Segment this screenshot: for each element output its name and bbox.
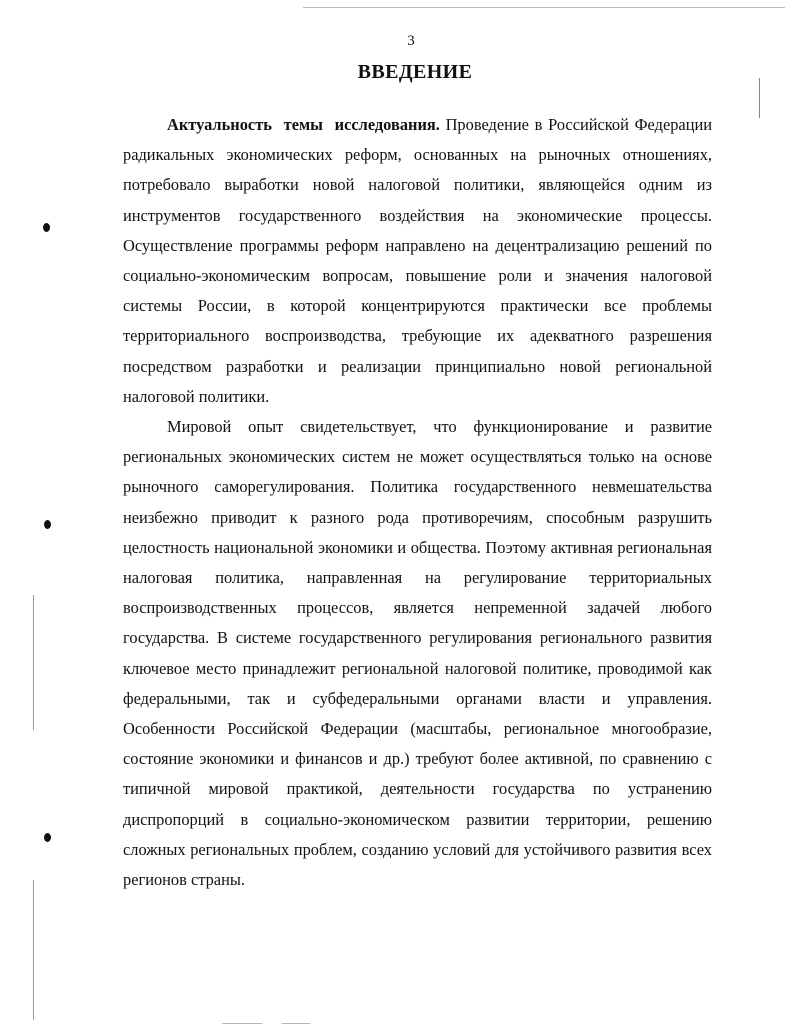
scan-right-mark xyxy=(759,78,760,118)
page-title: ВВЕДЕНИЕ xyxy=(357,61,473,83)
paragraph-lead: Актуальность темы исследования. xyxy=(167,115,440,134)
paragraph xyxy=(123,412,712,895)
binding-hole-mark xyxy=(44,833,51,842)
scan-top-edge xyxy=(303,7,785,8)
scan-bottom-mark xyxy=(282,1023,310,1024)
scan-bottom-mark xyxy=(222,1023,262,1024)
scan-left-edge-line xyxy=(33,880,34,1020)
body-text xyxy=(123,110,712,895)
paragraph xyxy=(123,110,712,412)
binding-hole-mark xyxy=(44,520,51,529)
binding-hole-mark xyxy=(43,223,50,232)
paragraph-text: Мировой опыт свидетельствует, что функционирование и развитие региональных экономических систем не может осуществляться только на основе рыночного саморегулирования. Политика государственного невмешательства неизбежно приводит к разного рода противоречиям, способным разрушить целостность национальной экономики и общества. Поэтому активная региональная налоговая политика, направленная на регулирование территориальных воспроизводственных процессов, является непременной задачей любого государства. В системе государственного регулирования регионального развития ключевое место принадлежит региональной налоговой политике, проводимой как федеральными, так и субфедеральными органами власти и управления. Особенности Российской Федерации (масштабы, региональное многообразие, состояние экономики и финансов и др.) требуют более активной, по сравнению с типичной мировой практикой, деятельности государства по устранению диспропорций в социально-экономическом развитии территории, решению сложных региональных проблем, созданию условий для устойчивого развития всех регионов страны. xyxy=(123,417,712,890)
paragraph-text: Проведение в Российской Федерации радикальных экономических реформ, основанных на рыночных отношениях, потребовало выработки новой налоговой политики, являющейся одним из инструментов государственного воздействия на экономические процессы. Осуществление программы реформ направлено на децентрализацию решений по социально-экономическим вопросам, повышение роли и значения налоговой системы России, в которой концентрируются практически все проблемы территориального воспроизводства, требующие их адекватного разрешения посредством разработки и реализации принципиально новой региональной налоговой политики. xyxy=(123,115,713,406)
page-number: 3 xyxy=(407,33,415,49)
scan-left-edge-line xyxy=(33,595,34,730)
